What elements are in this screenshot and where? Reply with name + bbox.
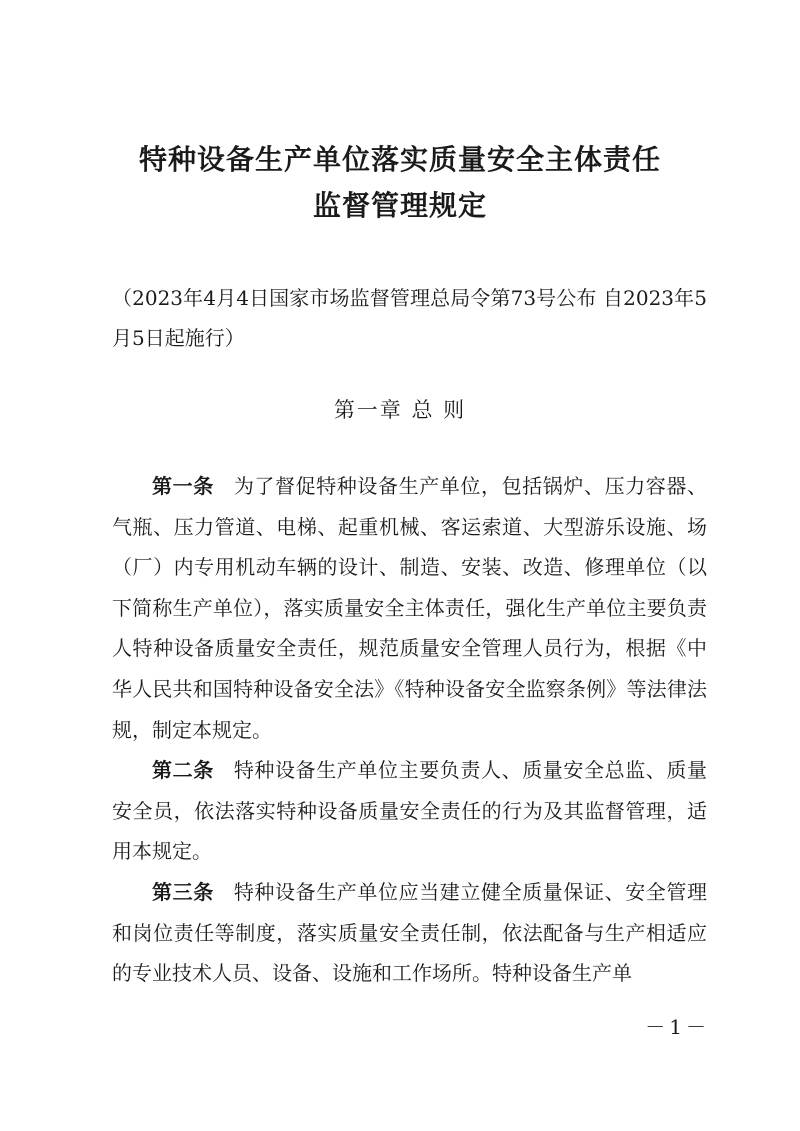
article-1-text: 为了督促特种设备生产单位，包括锅炉、压力容器、气瓶、压力管道、电梯、起重机械、客运索道、大型游乐设施、场（厂）内专用机动车辆的设计、制造、安装、改造、修理单位（以下简称生产单位），落实质量安全主体责任，强化生产单位主要负责人特种设备质量安全责任，规范质量安全管理人员行为，根据《中华人民共和国特种设备安全法》《特种设备安全监察条例》等法律法规，制定本规定。 <box>112 474 708 742</box>
page-number: －1－ <box>645 1015 710 1039</box>
chapter-heading: 第一章 总 则 <box>333 398 467 422</box>
document-title-line-2: 监督管理规定 <box>312 189 487 222</box>
article-3-text: 特种设备生产单位应当建立健全质量保证、安全管理和岗位责任等制度，落实质量安全责任制，依法配备与生产相适应的专业技术人员、设备、设施和工作场所。特种设备生产单 <box>112 879 708 986</box>
document-title-line-1: 特种设备生产单位落实质量安全主体责任 <box>138 143 661 176</box>
article-2 <box>112 750 707 872</box>
article-list <box>112 466 707 994</box>
article-3-label: 第三条 <box>152 879 214 904</box>
article-2-text: 特种设备生产单位主要负责人、质量安全总监、质量安全员，依法落实特种设备质量安全责任的行为及其监督管理，适用本规定。 <box>112 758 708 864</box>
promulgation-note: （2023年4月4日国家市场监督管理总局令第73号公布 自2023年5月5日起施行） <box>112 286 707 350</box>
article-3 <box>112 872 707 994</box>
article-1 <box>112 466 707 750</box>
article-1-label: 第一条 <box>152 474 214 498</box>
article-2-label: 第二条 <box>152 758 214 783</box>
